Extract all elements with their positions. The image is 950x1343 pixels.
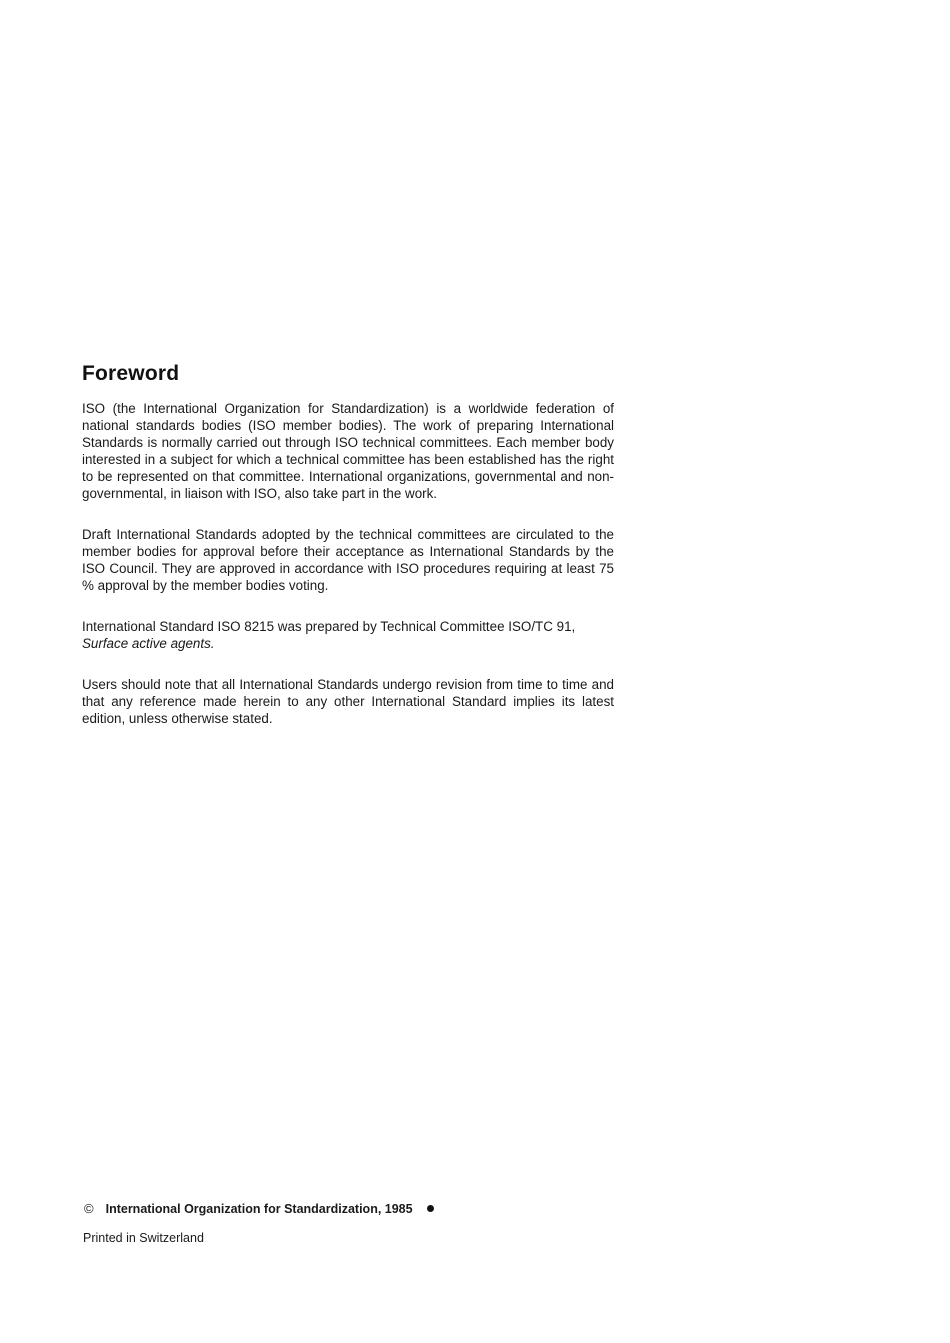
bullet-dot-icon xyxy=(427,1205,434,1212)
paragraph-iso-federation: ISO (the International Organization for Standardization) is a worldwide federation of national standards bodies (ISO member bodies). The work of preparing International Standards is normally carried out through ISO technical committees. Each member body interested in a subject for which a technical committee has been established has the right to be represented on that committee. International organizations, governmental and non-governmental, in liaison with ISO, also take part in the work. xyxy=(82,401,614,501)
committee-title: Surface active agents. xyxy=(82,636,215,651)
standard-sentence: International Standard ISO 8215 was prepared by Technical Committee ISO/TC 91, xyxy=(82,619,576,634)
printed-in-text: Printed in Switzerland xyxy=(83,1231,204,1245)
copyright-icon: © xyxy=(84,1201,94,1216)
foreword-section xyxy=(82,362,614,751)
paragraph-revision-note: Users should note that all International Standards undergo revision from time to time and that any reference made herein to any other International Standard implies its latest edition, unless otherwise stated. xyxy=(82,677,614,726)
copyright-text: International Organization for Standardization, 1985 xyxy=(105,1201,413,1216)
copyright-line xyxy=(84,1201,434,1216)
paragraph-draft-standards: Draft International Standards adopted by the technical committees are circulated to the member bodies for approval before their acceptance as International Standards by the ISO Council. They are approved in accordance with ISO procedures requiring at least 75 % approval by the member bodies voting. xyxy=(82,527,614,593)
paragraph-standard-prepared xyxy=(82,618,614,652)
page-title: Foreword xyxy=(82,362,180,385)
